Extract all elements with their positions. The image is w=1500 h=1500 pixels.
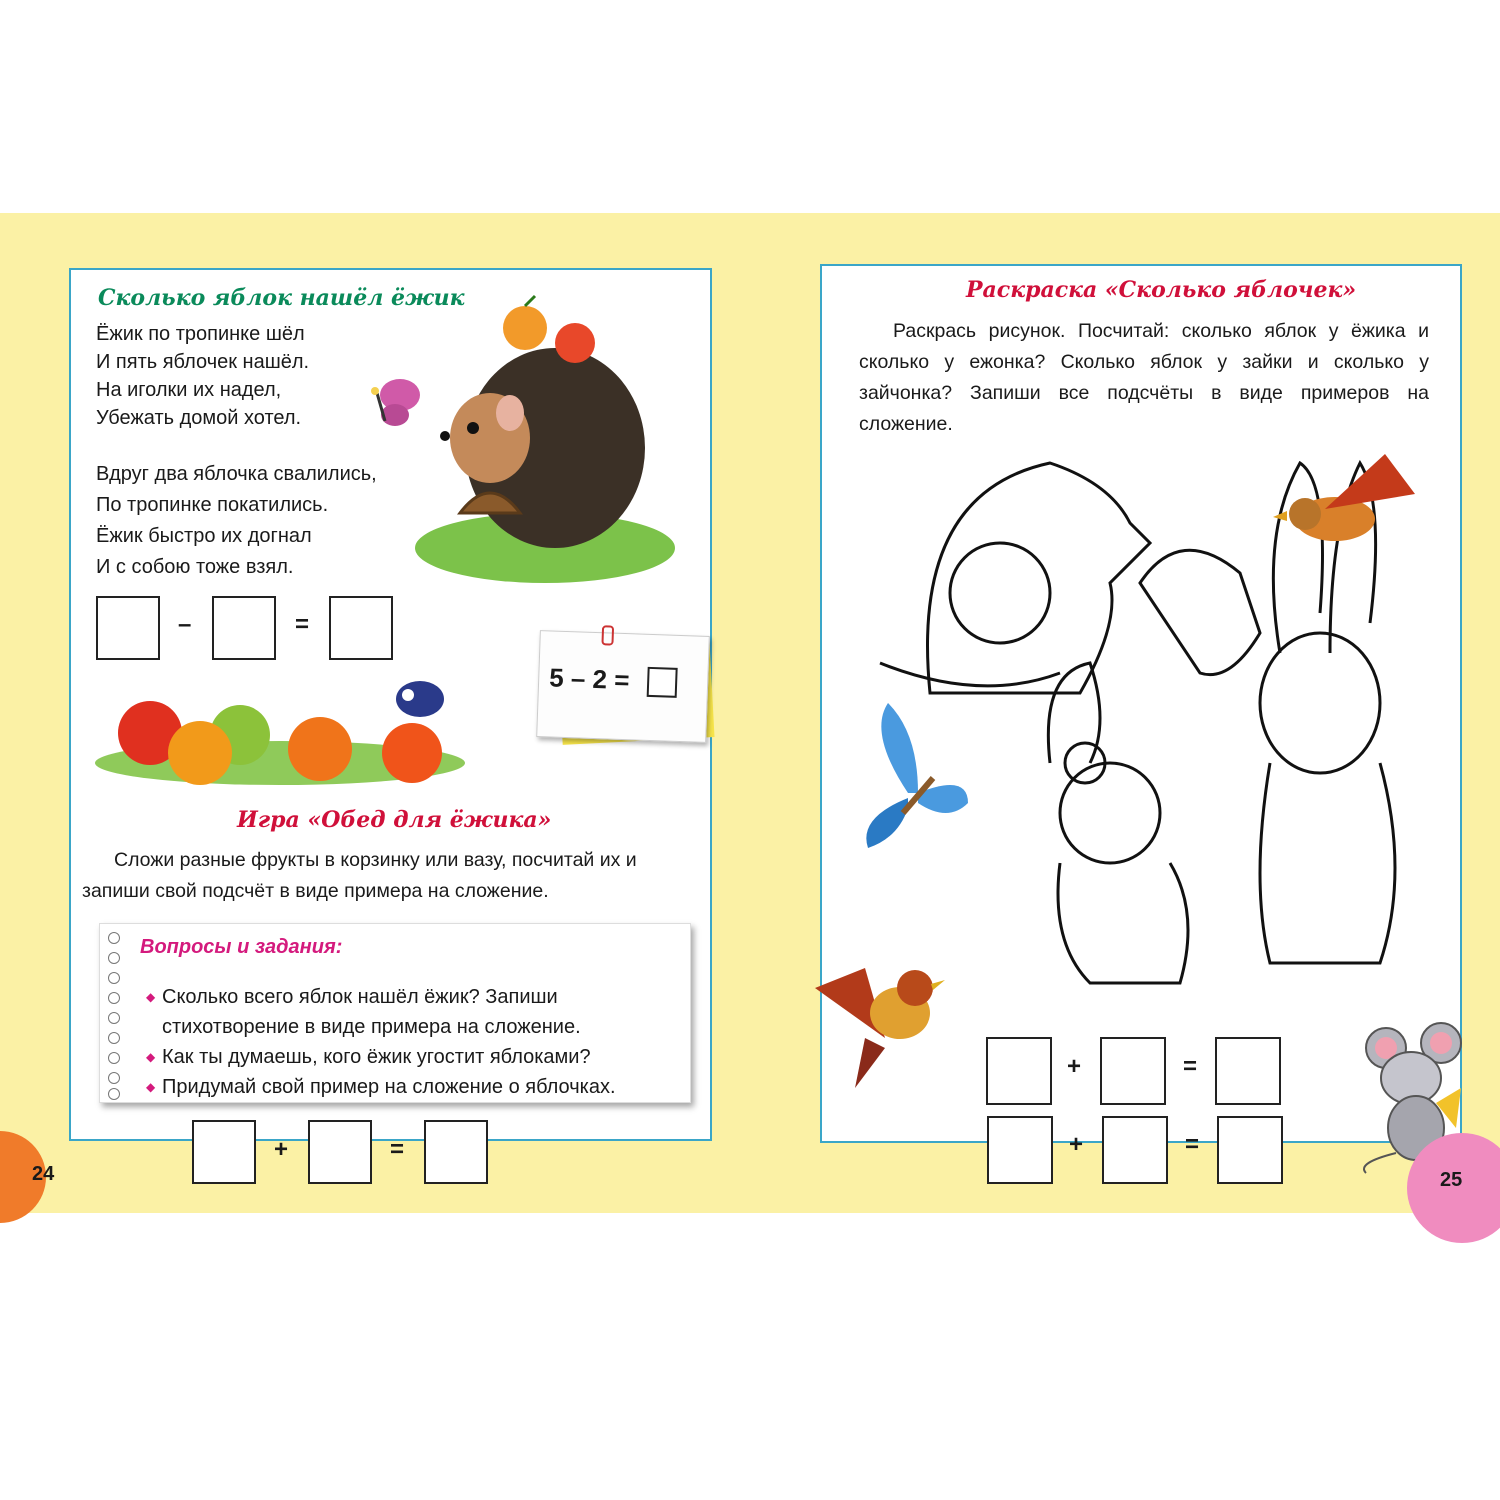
question-item (146, 982, 558, 1012)
poem-line: Ёжик быстро их догнал (96, 525, 312, 547)
note-example: 5 – 2 = (548, 662, 630, 696)
apples-illustration (90, 653, 470, 793)
poem-line: На иголки их надел, (96, 379, 282, 401)
poem-stanza-2 (96, 459, 377, 583)
answer-box[interactable] (987, 1116, 1053, 1184)
question-text: Придумай свой пример на сложение о яблочках. (162, 1076, 616, 1098)
ring-icon (108, 972, 120, 984)
answer-box[interactable] (212, 596, 276, 660)
right-page-title: Раскраска «Сколько яблочек» (966, 277, 1357, 303)
butterfly-icon (355, 373, 425, 433)
question-text: Как ты думаешь, кого ёжик угостит яблоками? (162, 1046, 591, 1068)
question-item-cont: стихотворение в виде примера на сложение. (162, 1016, 581, 1038)
ring-icon (108, 992, 120, 1004)
game-text: Сложи разные фрукты в корзинку или вазу, посчитай их и запиши свой подсчёт в виде примера на сложение. (82, 849, 637, 902)
answer-box[interactable] (329, 596, 393, 660)
poem-line: И пять яблочек нашёл. (96, 351, 310, 373)
sticky-note (536, 630, 710, 743)
ring-icon (108, 932, 120, 944)
ring-icon (108, 1032, 120, 1044)
diamond-bullet-icon: ◆ (146, 1050, 156, 1064)
equals-sign: = (1185, 1131, 1200, 1158)
poem-stanza-1 (96, 320, 309, 432)
task-text: Раскрась рисунок. Посчитай: сколько яблок у ёжика и сколько у ежонка? Сколько яблок у зайки и сколько у зайчонка? Запиши все подсчёты в виде примеров на сложение. (859, 320, 1429, 435)
equals-sign: = (1183, 1053, 1198, 1080)
ring-icon (108, 1052, 120, 1064)
question-item (146, 1072, 616, 1102)
plus-sign: + (1069, 1131, 1084, 1158)
question-item (146, 1042, 591, 1072)
hedgehog-illustration (405, 298, 685, 598)
book-spread (0, 213, 1500, 1213)
plus-sign: + (1067, 1053, 1082, 1080)
answer-box[interactable] (308, 1120, 372, 1184)
questions-title: Вопросы и задания: (140, 936, 343, 958)
answer-box[interactable] (96, 596, 160, 660)
left-page-title: Сколько яблок нашёл ёжик (98, 285, 465, 311)
poem-line: Ёжик по тропинке шёл (96, 323, 305, 345)
page-number: 24 (32, 1163, 55, 1185)
ring-icon (108, 952, 120, 964)
game-title: Игра «Обед для ёжика» (237, 807, 552, 833)
answer-box[interactable] (192, 1120, 256, 1184)
answer-box[interactable] (986, 1037, 1052, 1105)
ring-icon (108, 1088, 120, 1100)
equals-sign: = (390, 1136, 405, 1163)
ring-icon (108, 1012, 120, 1024)
answer-box[interactable] (1217, 1116, 1283, 1184)
question-text: Сколько всего яблок нашёл ёжик? Запиши (162, 986, 558, 1008)
butterfly-icon (858, 723, 978, 863)
diamond-bullet-icon: ◆ (146, 1080, 156, 1094)
poem-line: По тропинке покатились. (96, 494, 329, 516)
page-number-badge-right (1407, 1133, 1500, 1243)
poem-line: Вдруг два яблочка свалились, (96, 463, 377, 485)
answer-box[interactable] (1102, 1116, 1168, 1184)
questions-notebook (99, 923, 691, 1103)
bird-icon (1265, 449, 1425, 559)
answer-box[interactable] (647, 667, 678, 698)
answer-box[interactable] (1100, 1037, 1166, 1105)
poem-line: Убежать домой хотел. (96, 407, 302, 429)
diamond-bullet-icon: ◆ (146, 990, 156, 1004)
page-number: 25 (1440, 1169, 1463, 1191)
page-number-badge-left (0, 1131, 55, 1223)
plus-sign: + (274, 1136, 289, 1163)
bird-icon (805, 958, 950, 1088)
ring-icon (108, 1072, 120, 1084)
answer-box[interactable] (424, 1120, 488, 1184)
answer-box[interactable] (1215, 1037, 1281, 1105)
minus-sign: – (178, 611, 192, 638)
paperclip-icon (601, 625, 614, 645)
poem-line: И с собою тоже взял. (96, 556, 294, 578)
equals-sign: = (295, 611, 310, 638)
